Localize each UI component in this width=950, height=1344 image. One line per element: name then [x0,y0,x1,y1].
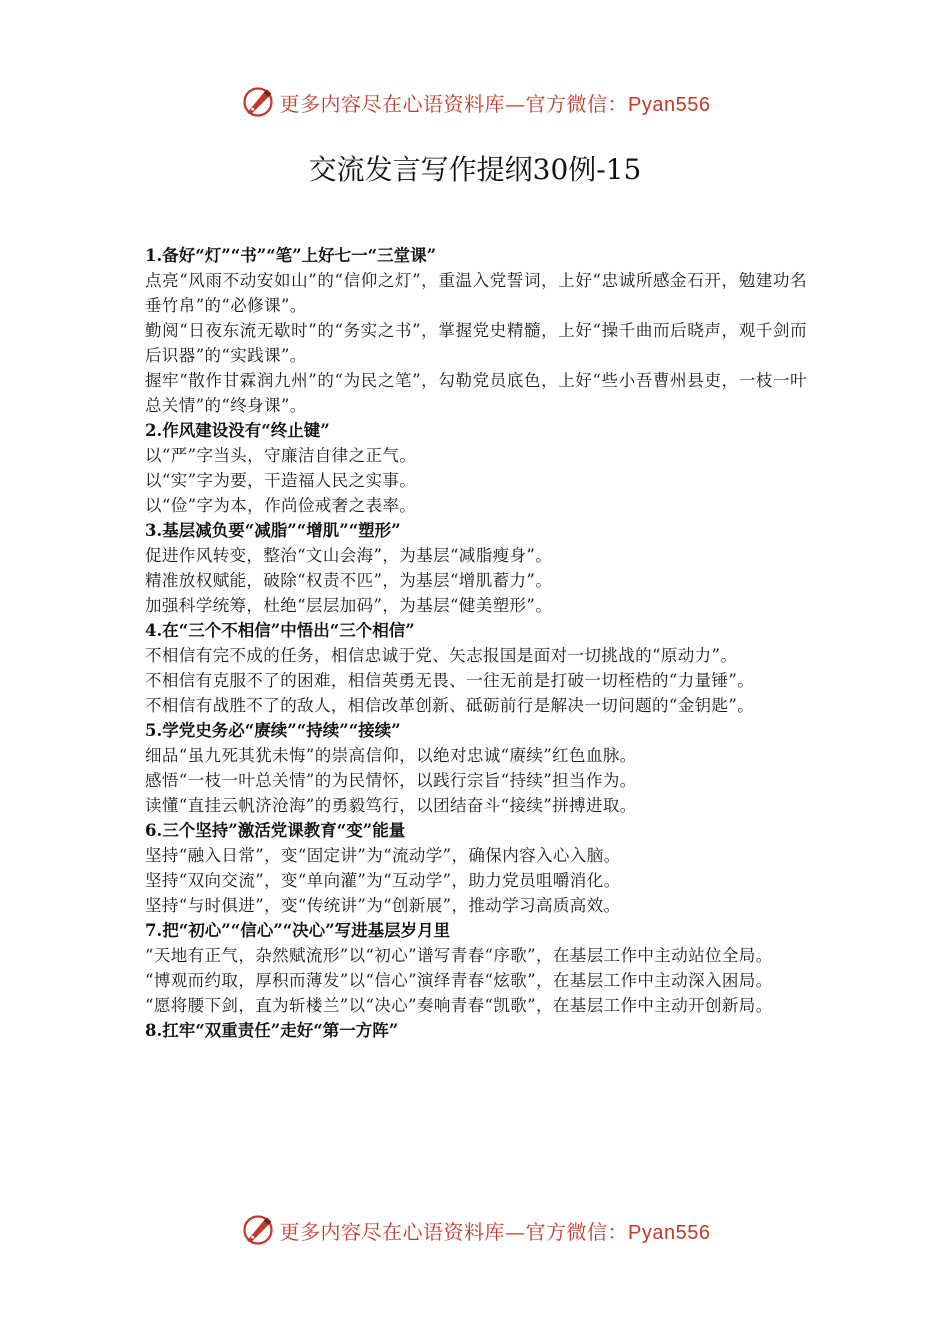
paragraph: “博观而约取，厚积而薄发”以“信心”演绎青春“炫歌”，在基层工作中主动深入困局。 [145,971,773,990]
banner-wechat-id: Pyan556 [628,1221,711,1244]
section [145,1018,807,1043]
paragraph: 坚持“与时俱进”，变“传统讲”为“创新展”，推动学习高质高效。 [145,896,621,915]
paragraph: 不相信有完不成的任务，相信忠诚于党、矢志报国是面对一切挑战的“原动力”。 [145,646,738,665]
section [145,418,807,518]
paragraph: 促进作风转变，整治“文山会海”，为基层“减脂瘦身”。 [145,546,553,565]
section-heading: 3.基层减负要“减脂”“增肌”“塑形” [145,521,401,540]
paragraph: 读懂“直挂云帆济沧海”的勇毅笃行，以团结奋斗“接续”拼搏进取。 [145,796,637,815]
banner-text [280,1216,711,1245]
paragraph: 坚持“融入日常”，变“固定讲”为“流动学”，确保内容入心入脑。 [145,846,621,865]
paragraph: 点亮“风雨不动安如山”的“信仰之灯”，重温入党誓词，上好“忠诚所感金石开，勉建功名垂竹帛”的“必修课”。 [145,271,807,315]
section-heading: 1.备好“灯”“书”“笔”上好七一“三堂课” [145,246,437,265]
section [145,818,807,918]
pen-nib-logo-icon [240,84,276,120]
paragraph: 握牢“散作甘霖润九州”的“为民之笔”，勾勒党员底色，上好“些小吾曹州县吏，一枝一叶总关情”的“终身课”。 [145,371,807,415]
paragraph: 以“俭”字为本，作尚俭戒奢之表率。 [145,496,417,515]
section-heading: 6.三个坚持”激活党课教育“变”能量 [145,821,406,840]
section-heading: 7.把“初心”“信心”“决心”写进基层岁月里 [145,921,451,940]
paragraph: 精准放权赋能，破除“权责不匹”，为基层“增肌蓄力”。 [145,571,553,590]
footer-banner [0,1210,950,1250]
paragraph: 以“严”字当头，守廉洁自律之正气。 [145,446,417,465]
paragraph: 不相信有战胜不了的敌人，相信改革创新、砥砺前行是解决一切问题的“金钥匙”。 [145,696,755,715]
paragraph: 勤阅“日夜东流无歇时”的“务实之书”，掌握党史精髓，上好“操千曲而后晓声，观千剑而后识器”的“实践课”。 [145,321,807,365]
banner-text-cn: 更多内容尽在心语资料库—官方微信： [279,91,629,116]
paragraph: 不相信有克服不了的困难，相信英勇无畏、一往无前是打破一切桎梏的“力量锤”。 [145,671,755,690]
banner-wechat-id: Pyan556 [628,93,711,116]
paragraph: 细品“虽九死其犹未悔”的崇高信仰，以绝对忠诚“赓续”红色血脉。 [145,746,637,765]
section-heading: 5.学党史务必“赓续”“持续”“接续” [145,721,401,740]
paragraph: “天地有正气，杂然赋流形”以“初心”谱写青春“序歌”，在基层工作中主动站位全局。 [145,946,773,965]
section [145,243,807,418]
banner-text-cn: 更多内容尽在心语资料库—官方微信： [279,1219,629,1244]
section-heading: 8.扛牢“双重责任”走好“第一方阵” [145,1021,399,1040]
section [145,718,807,818]
section [145,918,807,1018]
section-heading: 4.在“三个不相信”中悟出“三个相信” [145,621,415,640]
header-banner [0,82,950,122]
paragraph: 感悟“一枝一叶总关情”的为民情怀，以践行宗旨“持续”担当作为。 [145,771,637,790]
paragraph: 坚持“双向交流”，变“单向灌”为“互动学”，助力党员咀嚼消化。 [145,871,621,890]
paragraph: “愿将腰下剑，直为斩楼兰”以“决心”奏响青春“凯歌”，在基层工作中主动开创新局。 [145,996,773,1015]
paragraph: 以“实”字为要，干造福人民之实事。 [145,471,417,490]
pen-nib-logo-icon [240,1212,276,1248]
section [145,618,807,718]
paragraph: 加强科学统筹，杜绝“层层加码”，为基层“健美塑形”。 [145,596,553,615]
document-title: 交流发言写作提纲30例-15 [308,153,642,186]
banner-text [280,88,711,117]
section-heading: 2.作风建设没有“终止键” [145,421,330,440]
document-body [145,243,807,1043]
section [145,518,807,618]
